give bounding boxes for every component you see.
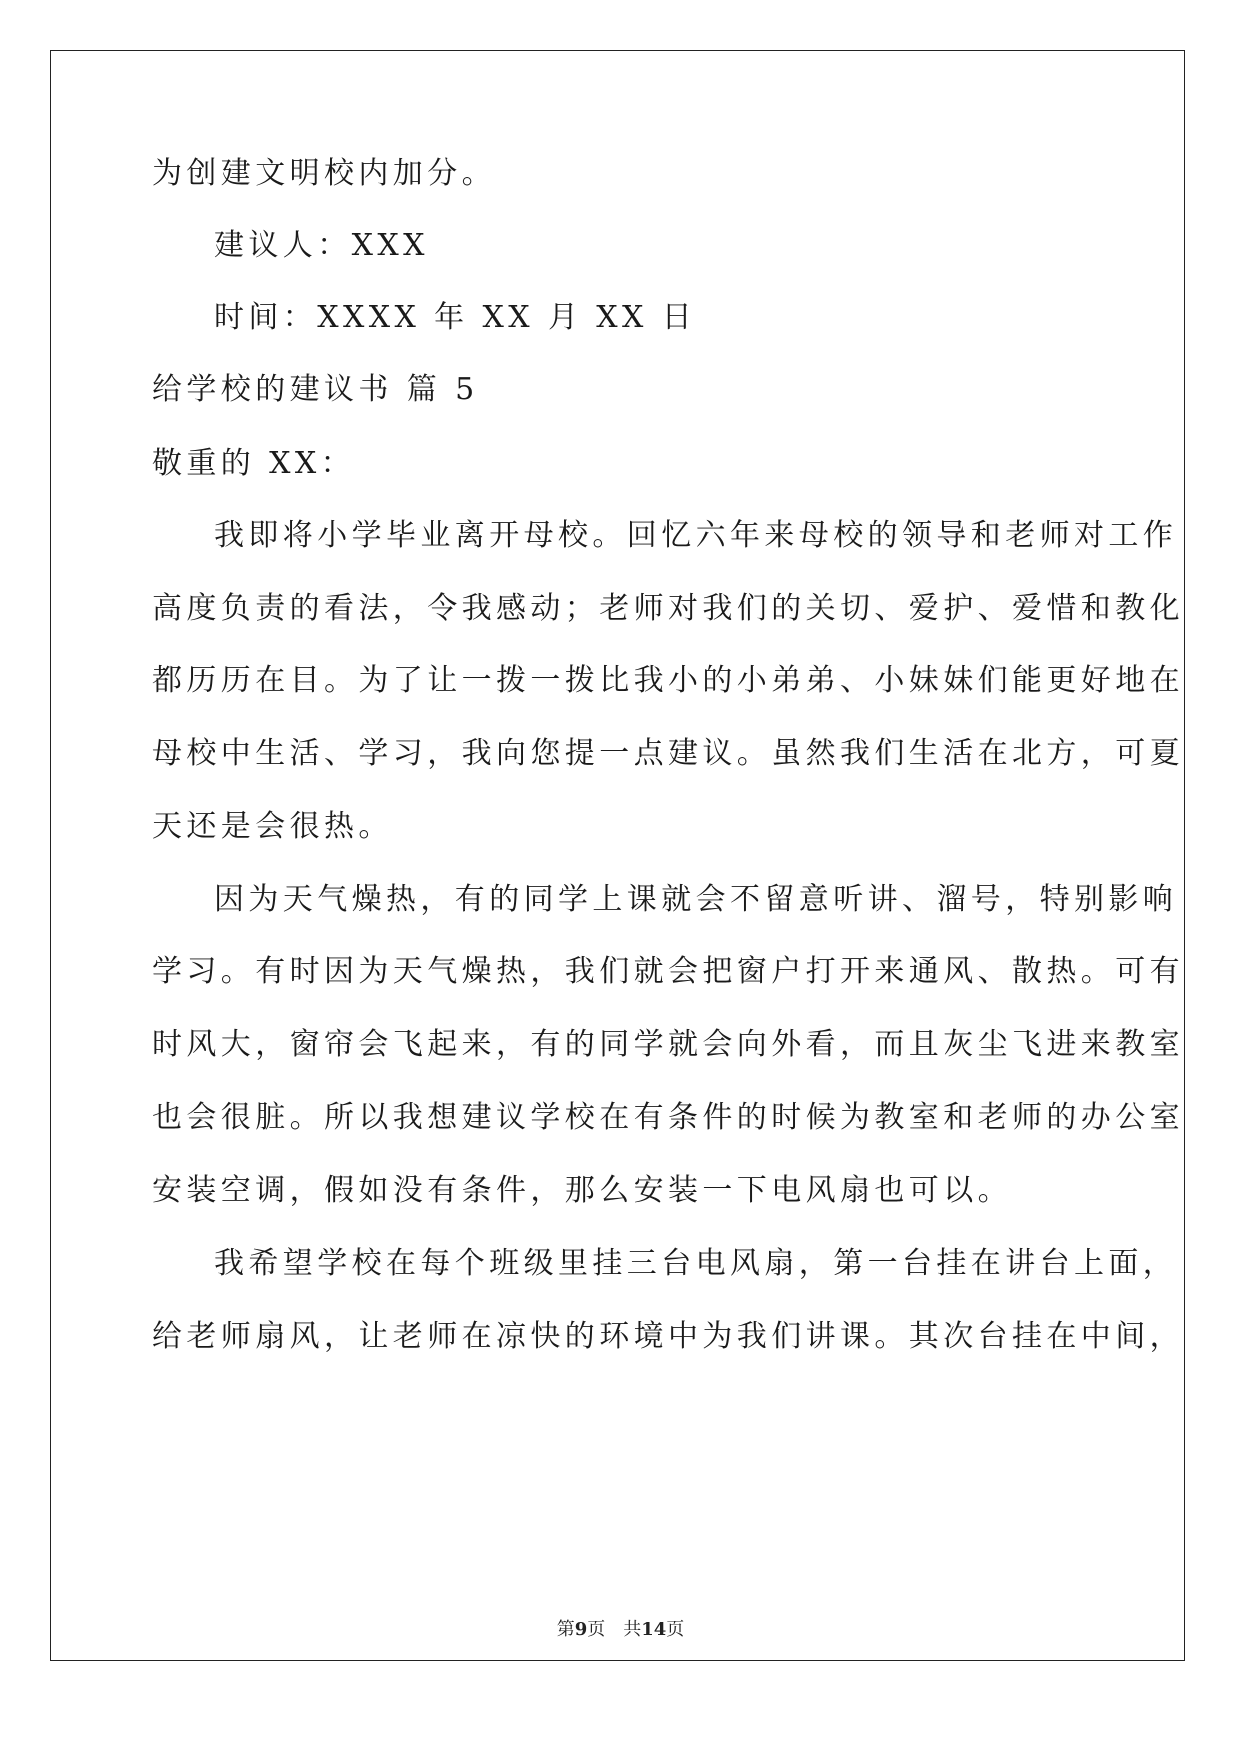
salutation: 敬重的 XX： — [152, 446, 356, 481]
page-footer — [0, 1618, 1241, 1642]
text-line: 高度负责的看法，令我感动；老师对我们的关切、爱护、爱惜和教化 — [152, 591, 1184, 626]
text-line: 给老师扇风，让老师在凉快的环境中为我们讲课。其次台挂在中间， — [152, 1319, 1184, 1354]
signer-line: 建议人：XXX — [214, 228, 429, 263]
section-heading: 给学校的建议书 篇 5 — [152, 372, 479, 407]
text-line: 学习。有时因为天气燥热，我们就会把窗户打开来通风、散热。可有 — [152, 954, 1184, 989]
text-line: 母校中生活、学习，我向您提一点建议。虽然我们生活在北方，可夏 — [152, 736, 1184, 771]
text-line: 都历历在目。为了让一拨一拨比我小的小弟弟、小妹妹们能更好地在 — [152, 663, 1184, 698]
page-border — [50, 50, 1185, 1661]
date-line: 时间：XXXX 年 XX 月 XX 日 — [214, 300, 697, 335]
text-line: 我即将小学毕业离开母校。回忆六年来母校的领导和老师对工作 — [214, 518, 1178, 553]
total-pages-number: 14 — [641, 1619, 667, 1640]
text-line: 因为天气燥热，有的同学上课就会不留意听讲、溜号，特别影响 — [214, 882, 1178, 917]
text-line: 时风大，窗帘会飞起来，有的同学就会向外看，而且灰尘飞进来教室 — [152, 1027, 1184, 1062]
current-page-number: 9 — [574, 1619, 588, 1640]
footer-suffix: 页 — [666, 1619, 685, 1640]
footer-middle: 页 共 — [587, 1619, 642, 1640]
text-line: 为创建文明校内加分。 — [152, 156, 496, 191]
text-line: 也会很脏。所以我想建议学校在有条件的时候为教室和老师的办公室 — [152, 1100, 1184, 1135]
text-line: 我希望学校在每个班级里挂三台电风扇，第一台挂在讲台上面， — [214, 1246, 1178, 1281]
footer-prefix: 第 — [556, 1619, 575, 1640]
text-line: 天还是会很热。 — [152, 809, 393, 844]
text-line: 安装空调，假如没有条件，那么安装一下电风扇也可以。 — [152, 1173, 1012, 1208]
